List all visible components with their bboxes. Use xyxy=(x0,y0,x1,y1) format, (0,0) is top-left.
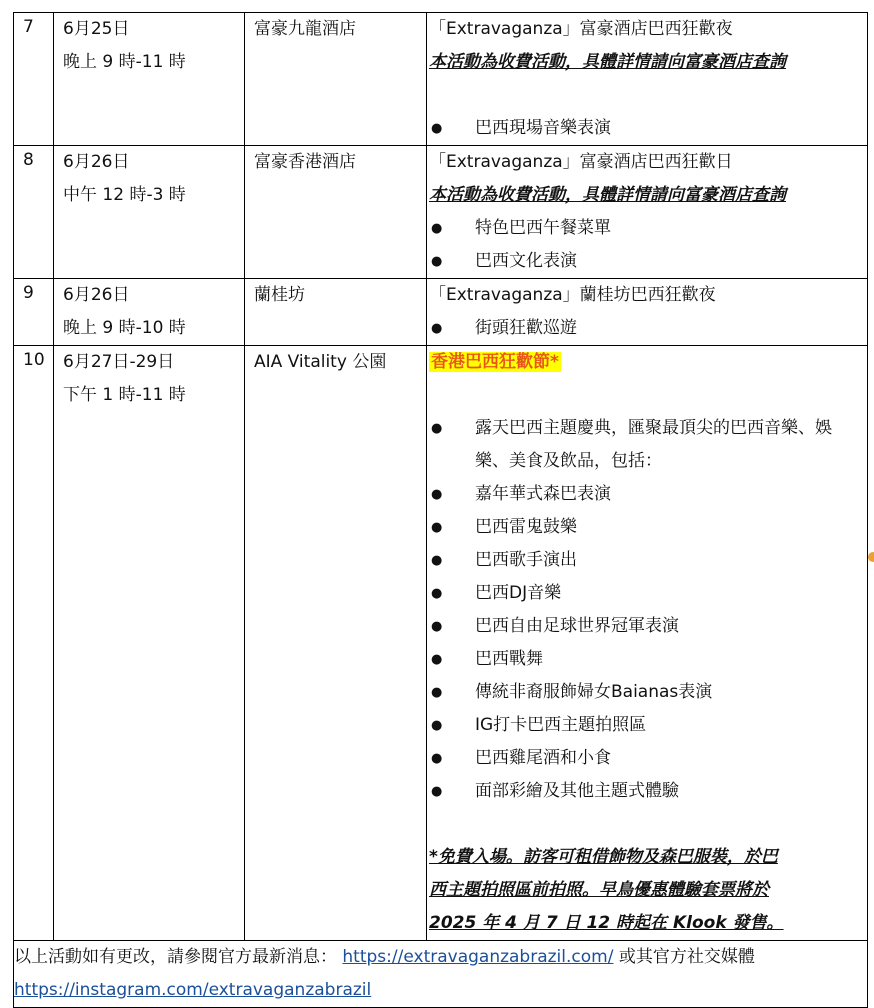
activity-cell xyxy=(427,279,868,346)
list-item: ● 巴西自由足球世界冠軍表演 xyxy=(427,610,867,643)
date-cell xyxy=(54,13,245,146)
venue-name: 蘭桂坊 xyxy=(254,285,305,305)
list-item: ● 巴西歌手演出 xyxy=(427,544,867,577)
bullet-icon: ● xyxy=(431,553,443,568)
activity-title: 「Extravaganza」富豪酒店巴西狂歡日 xyxy=(429,152,733,172)
table-row xyxy=(14,346,868,941)
list-item: ● 巴西雞尾酒和小食 xyxy=(427,742,867,775)
date-cell xyxy=(54,146,245,279)
bullet-icon: ● xyxy=(431,619,443,634)
free-entry-note-line: 西主題拍照區前拍照。早鳥優惠體驗套票將於 xyxy=(429,880,769,900)
list-item: ● 面部彩繪及其他主題式體驗 xyxy=(427,775,867,808)
venue-name: 富豪九龍酒店 xyxy=(254,19,356,39)
bullet-icon: ● xyxy=(431,685,443,700)
venue-cell xyxy=(245,146,427,279)
date-cell xyxy=(54,346,245,941)
festival-title-highlight: 香港巴西狂歡節* xyxy=(431,352,559,372)
official-site-link[interactable]: https://extravaganzabrazil.com/ xyxy=(342,947,614,967)
footer-prefix: 以上活動如有更改，請參閱官方最新消息： xyxy=(14,947,337,967)
list-item: ● 巴西雷鬼鼓樂 xyxy=(427,511,867,544)
list-item: ● 街頭狂歡巡遊 xyxy=(427,312,867,345)
list-item: ● 特色巴西午餐菜單 xyxy=(427,212,867,245)
paid-event-notice: 本活動為收費活動，具體詳情請向富豪酒店查詢 xyxy=(429,185,786,205)
event-date: 6月25日 xyxy=(63,19,130,39)
venue-name: 富豪香港酒店 xyxy=(254,152,356,172)
instagram-link[interactable]: https://instagram.com/extravaganzabrazil xyxy=(14,980,372,1000)
footer-middle: 或其官方社交媒體 xyxy=(618,947,755,967)
paid-event-notice: 本活動為收費活動，具體詳情請向富豪酒店查詢 xyxy=(429,52,786,72)
free-entry-note-line: 2025 年 4 月 7 日 12 時起在 Klook 發售。 xyxy=(429,913,784,933)
table-row xyxy=(14,279,868,346)
row-number-cell: 8 xyxy=(14,146,54,279)
event-date: 6月26日 xyxy=(63,152,130,172)
list-item: ● 嘉年華式森巴表演 xyxy=(427,478,867,511)
footer-cell xyxy=(14,941,868,1008)
bullet-icon: ● xyxy=(431,421,443,436)
row-number-cell: 9 xyxy=(14,279,54,346)
bullet-icon: ● xyxy=(431,121,443,136)
row-number-cell: 7 xyxy=(14,13,54,146)
bullet-icon: ● xyxy=(431,520,443,535)
list-item: ● 傳統非裔服飾婦女Baianas表演 xyxy=(427,676,867,709)
list-item: ● 巴西戰舞 xyxy=(427,643,867,676)
event-time: 晚上 9 時-11 時 xyxy=(63,52,186,72)
table-row xyxy=(14,146,868,279)
activity-title: 「Extravaganza」蘭桂坊巴西狂歡夜 xyxy=(429,285,716,305)
event-time: 中午 12 時-3 時 xyxy=(63,185,186,205)
activity-cell xyxy=(427,13,868,146)
event-date: 6月26日 xyxy=(63,285,130,305)
bullet-icon: ● xyxy=(431,221,443,236)
event-time: 晚上 9 時-10 時 xyxy=(63,318,186,338)
venue-cell xyxy=(245,279,427,346)
date-cell xyxy=(54,279,245,346)
bullet-icon: ● xyxy=(431,751,443,766)
venue-cell xyxy=(245,346,427,941)
scroll-indicator-dot xyxy=(868,552,874,562)
venue-name: AIA Vitality 公園 xyxy=(254,352,387,372)
table-row xyxy=(14,13,868,146)
event-time: 下午 1 時-11 時 xyxy=(63,385,186,405)
bullet-icon: ● xyxy=(431,718,443,733)
event-schedule-table xyxy=(13,12,868,1008)
activity-cell xyxy=(427,346,868,941)
bullet-icon: ● xyxy=(431,652,443,667)
activity-cell xyxy=(427,146,868,279)
free-entry-note-line: *免費入場。訪客可租借飾物及森巴服裝，於巴 xyxy=(429,847,778,867)
bullet-icon: ● xyxy=(431,254,443,269)
list-item: ● 露天巴西主題慶典，匯聚最頂尖的巴西音樂、娛樂、美食及飲品，包括： xyxy=(427,412,867,478)
bullet-icon: ● xyxy=(431,586,443,601)
bullet-icon: ● xyxy=(431,321,443,336)
event-date: 6月27日-29日 xyxy=(63,352,175,372)
list-item: ● IG打卡巴西主題拍照區 xyxy=(427,709,867,742)
bullet-icon: ● xyxy=(431,784,443,799)
list-item: ● 巴西文化表演 xyxy=(427,245,867,278)
row-number-cell: 10 xyxy=(14,346,54,941)
footer-row xyxy=(14,941,868,1008)
list-item: ● 巴西現場音樂表演 xyxy=(427,112,867,145)
activity-title: 「Extravaganza」富豪酒店巴西狂歡夜 xyxy=(429,19,733,39)
bullet-icon: ● xyxy=(431,487,443,502)
venue-cell xyxy=(245,13,427,146)
list-item: ● 巴西DJ音樂 xyxy=(427,577,867,610)
